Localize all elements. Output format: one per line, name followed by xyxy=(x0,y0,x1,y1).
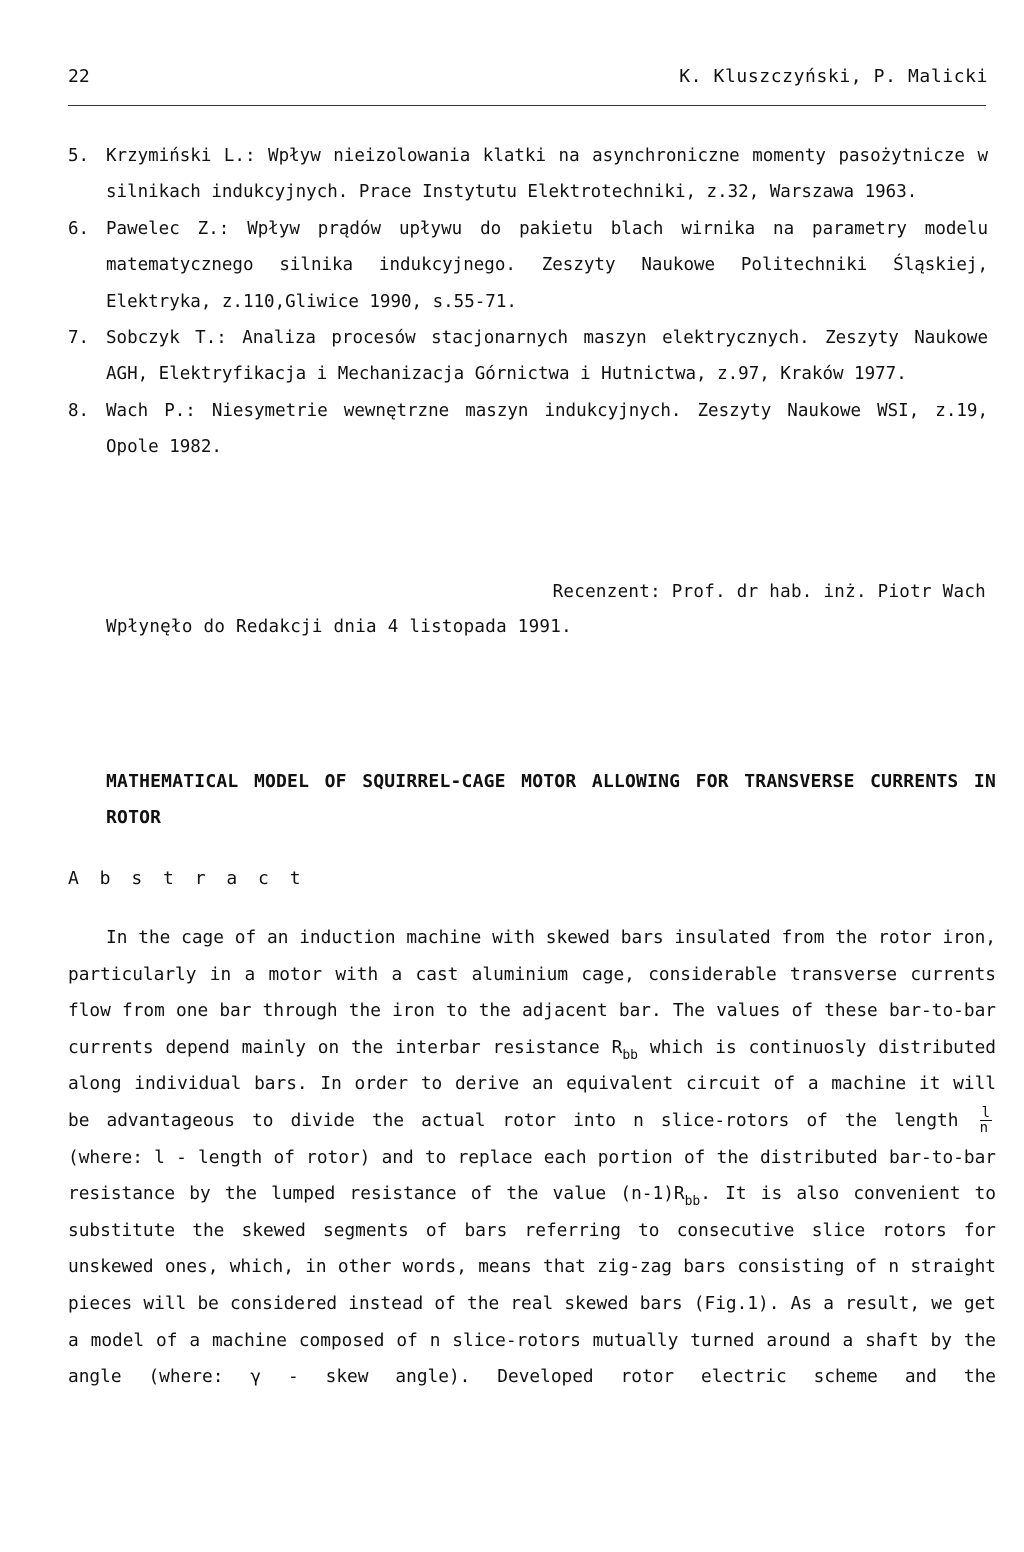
abstract-body xyxy=(68,920,996,1396)
reference-item xyxy=(68,138,988,211)
abstract-text: which is continuosly distributed along individual bars. In order to derive an equivalent circuit of a machine it will be advantageous to divide the actual rotor into n slice-rotors of the length xyxy=(68,1036,997,1131)
reference-text: Pawelec Z.: Wpływ prądów upływu do pakietu blach wirnika na parametry modelu matematycznego silnika indukcyjnego. Zeszyty Naukowe Politechniki Śląskiej, Elektryka, z.110,Gliwice 1990, s.55-71. xyxy=(106,218,988,312)
subscript: bb xyxy=(684,1194,701,1210)
reference-item xyxy=(68,211,988,320)
received-date: Wpłynęło do Redakcji dnia 4 listopada 1991. xyxy=(106,617,572,637)
fraction-denominator: n xyxy=(979,1120,988,1137)
reference-item xyxy=(68,393,988,466)
reference-text: Sobczyk T.: Analiza procesów stacjonarnych maszyn elektrycznych. Zeszyty Naukowe AGH, Elektryfikacja i Mechanizacja Górnictwa i Hutnictwa, z.97, Kraków 1977. xyxy=(106,328,988,385)
reference-number: 6. xyxy=(68,218,90,239)
abstract-text: In the cage of an induction machine with skewed bars insulated from the rotor iron, particularly in a motor with a cast aluminium cage, considerable transverse currents flow from one bar through the iron to the adjacent bar. The values of these bar-to-bar currents depend mainly on the interbar resistance R xyxy=(68,927,996,1058)
fraction xyxy=(980,1106,992,1135)
page-number: 22 xyxy=(68,66,90,87)
reference-text: Wach P.: Niesymetrie wewnętrzne maszyn indukcyjnych. Zeszyty Naukowe WSI, z.19, Opole 1982. xyxy=(106,400,988,458)
reference-list xyxy=(68,138,988,466)
english-title: MATHEMATICAL MODEL OF SQUIRREL-CAGE MOTOR ALLOWING FOR TRANSVERSE CURRENTS IN ROTOR xyxy=(106,771,996,828)
reference-number: 5. xyxy=(68,146,90,166)
header-rule xyxy=(68,105,986,106)
abstract-text: (where: l - length of rotor) and to replace each portion of the distributed bar-to-bar resistance by the lumped resistance of the value (n-1)R xyxy=(68,1146,996,1205)
abstract-heading: A b s t r a c t xyxy=(68,868,306,889)
reference-item xyxy=(68,320,988,393)
reviewer-note: Recenzent: Prof. dr hab. inż. Piotr Wach xyxy=(552,582,986,602)
reference-number: 8. xyxy=(68,400,90,421)
running-head-authors: K. Kluszczyński, P. Malicki xyxy=(679,66,988,87)
abstract-text: . It is also convenient to substitute the skewed segments of bars referring to consecutive slice rotors for unskewed ones, which, in other words, means that zig-zag bars consisting of n straight pieces will be considered instead of the real skewed bars (Fig.1). As a result, we get a model of a machine composed of n slice-rotors mutually turned around a shaft by the angle (where: γ - skew angle). Developed rotor electric scheme and the xyxy=(68,1183,996,1388)
reference-number: 7. xyxy=(68,328,90,349)
subscript: bb xyxy=(622,1047,638,1063)
fraction-numerator: l xyxy=(981,1105,990,1122)
reference-text: Krzymiński L.: Wpływ nieizolowania klatki na asynchroniczne momenty pasożytnicze w silnikach indukcyjnych. Prace Instytutu Elektrotechniki, z.32, Warszawa 1963. xyxy=(106,146,988,203)
page-header xyxy=(68,66,988,96)
